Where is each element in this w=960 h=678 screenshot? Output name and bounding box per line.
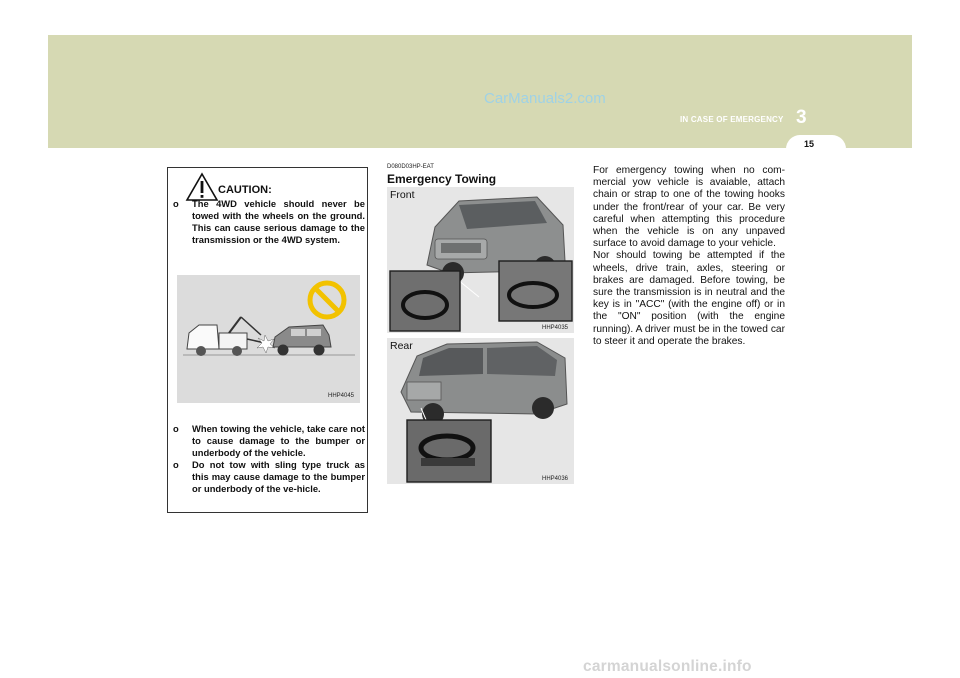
caution-item [173, 423, 365, 459]
caution-list-top [173, 198, 365, 246]
caution-title: CAUTION: [218, 184, 272, 196]
figure-code-front: HHP4035 [541, 325, 568, 331]
towing-instructions [593, 165, 785, 348]
figure-code-rear: HHP4036 [541, 476, 568, 482]
tow-truck-image [177, 275, 360, 403]
caution-item-text: When towing the vehicle, take care not to cause damage to the bumper or underbody of the vehicle. [192, 423, 365, 458]
caution-item [173, 198, 365, 246]
site-link[interactable]: CarManuals2.com [484, 90, 606, 107]
caution-list-bottom [173, 423, 365, 495]
caution-box [167, 167, 368, 513]
page-number: 15 [803, 139, 814, 149]
front-vehicle-image [387, 187, 574, 333]
front-label: Front [390, 189, 415, 201]
rear-vehicle-image [387, 338, 574, 484]
tow-truck-illustration [177, 275, 360, 403]
caution-item [173, 459, 365, 495]
rear-towing-photo [387, 338, 574, 484]
figure-code: HHP4045 [327, 393, 354, 399]
section-title: IN CASE OF EMERGENCY [680, 115, 784, 124]
bullet-mark: o [173, 459, 179, 470]
caution-item-text: The 4WD vehicle should never be towed with the wheels on the ground. This can cause serious damage to the transmission or the 4WD system. [192, 198, 365, 245]
caution-item-text: Do not tow with sling type truck as this may cause damage to the bumper or underbody of the ve-hicle. [192, 459, 365, 494]
section-code: D080D03HP-EAT [387, 164, 434, 170]
paragraph: For emergency towing when no com-mercial yow vehicle is avaiable, attach chain or strap to one of the towing hooks under the front/rear of your car. Be very careful when attempting this procedure when the vehicle is on any unpaved surface to avoid damage to your vehicle. [593, 165, 785, 250]
chapter-number: 3 [796, 107, 807, 128]
section-heading: Emergency Towing [387, 172, 497, 186]
paragraph: Nor should towing be attempted if the wheels, drive train, axles, steering or brakes are damaged. Before towing, be sure the transmission is in neutral and the key is in "ACC" (with the engine off) or in the "ON" position (with the engine running). A driver must be in the towed car to steer it and operate the brakes. [593, 250, 785, 347]
header-band [48, 35, 912, 148]
front-towing-photo [387, 187, 574, 333]
bullet-mark: o [173, 423, 179, 434]
rear-label: Rear [390, 340, 413, 352]
bullet-mark: o [173, 198, 179, 209]
footer-watermark: carmanualsonline.info [583, 658, 752, 675]
